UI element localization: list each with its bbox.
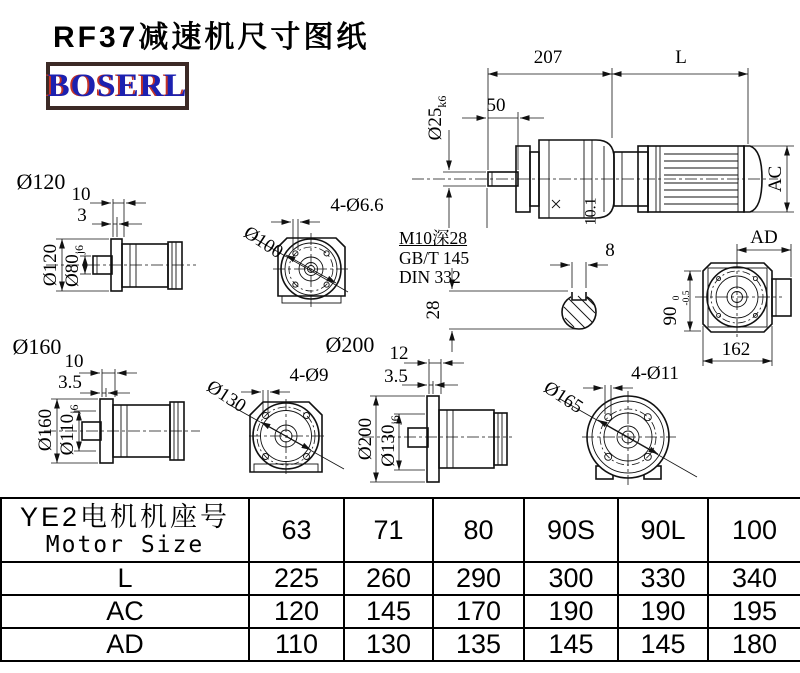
brand-logo: BOSERL: [46, 62, 189, 110]
dim-f160-10-label: 10: [64, 351, 84, 372]
table-cell: 190: [524, 595, 618, 628]
dim-f200-35-label: 3.5: [384, 366, 408, 387]
table-cell: 290: [433, 562, 524, 595]
table-cell: 340: [708, 562, 800, 595]
column-header: 90S: [524, 498, 618, 562]
dim-f100-boltcircle-label: Ø100: [239, 222, 287, 263]
dim-207-label: 207: [533, 47, 563, 68]
shaft-keyway-section: [449, 262, 608, 352]
dim-90-tolerance: [673, 290, 693, 305]
flange-120-title: Ø120: [16, 169, 66, 194]
dim-90-value: 90: [660, 306, 682, 326]
hub-diameter-value: Ø110: [57, 413, 79, 456]
dim-f200-hub-label: [378, 409, 402, 473]
table-cell: 190: [618, 595, 708, 628]
dim-f200-od-label: Ø200: [355, 417, 377, 461]
row-label: AD: [1, 628, 249, 661]
dim-shaft-diameter-label: [425, 81, 449, 155]
table-row-AC: [1, 595, 800, 628]
table-cell: 170: [433, 595, 524, 628]
table-cell: 330: [618, 562, 708, 595]
dim-keyway-width-label: 8: [605, 240, 615, 261]
dim-f200-holes-label: 4-Ø9: [289, 365, 329, 386]
header-cn: YE2电机机座号: [19, 501, 231, 532]
column-header: 80: [433, 498, 524, 562]
dim-f120-hub-label: [62, 236, 86, 296]
table-cell: 260: [344, 562, 433, 595]
dim-f200-12-label: 12: [389, 343, 409, 364]
thread-spec: M10深28: [399, 228, 468, 248]
dim-f165-holes-label: 4-Ø11: [631, 363, 679, 384]
dim-f100-holes-label: 4-Ø6.6: [330, 195, 384, 216]
dim-162-label: 162: [721, 339, 751, 360]
flange-160-title: Ø160: [12, 334, 62, 359]
main-assembly-view: [412, 68, 794, 228]
column-header: 63: [249, 498, 344, 562]
dim-50-label: 50: [486, 95, 506, 116]
dim-f120-od-label: Ø120: [40, 243, 62, 287]
dim-L-label: L: [675, 47, 687, 68]
hub-tolerance: j6: [387, 415, 402, 425]
dim-f120-10-label: 10: [71, 184, 91, 205]
tol-upper: 0: [672, 295, 683, 301]
header-en: Motor Size: [45, 531, 205, 558]
table-cell: 195: [708, 595, 800, 628]
hub-diameter-value: Ø130: [378, 424, 400, 467]
shaft-diameter-value: Ø25: [425, 107, 447, 141]
row-label: L: [1, 562, 249, 595]
table-cell: 300: [524, 562, 618, 595]
table-cell: 130: [344, 628, 433, 661]
table-cell: 145: [524, 628, 618, 661]
dim-f200-boltcircle-label: Ø130: [202, 376, 250, 417]
dim-depth-10-1-label: 10.1: [582, 197, 600, 226]
dim-keyway-height-label: 28: [423, 300, 445, 320]
table-cell: 135: [433, 628, 524, 661]
flange-200-title: Ø200: [325, 332, 375, 357]
table-row-L: [1, 562, 800, 595]
table-cell: 180: [708, 628, 800, 661]
table-cell: 110: [249, 628, 344, 661]
page-title: RF37减速机尺寸图纸: [53, 21, 370, 54]
table-row-AD: [1, 628, 800, 661]
shaft-tolerance: k6: [434, 95, 449, 108]
table-cell: 225: [249, 562, 344, 595]
hub-tolerance: j6: [66, 404, 81, 414]
dim-f120-3-label: 3: [77, 205, 87, 226]
dim-f160-od-label: Ø160: [35, 408, 57, 452]
dim-AD-label: AD: [750, 227, 778, 248]
hub-diameter-value: Ø80: [62, 254, 84, 288]
thread-note: [399, 229, 469, 288]
table-cell: 120: [249, 595, 344, 628]
tol-lower: -0.5: [682, 290, 692, 306]
row-label: AC: [1, 595, 249, 628]
dim-f160-35-label: 3.5: [58, 372, 82, 393]
table-cell: 145: [344, 595, 433, 628]
dim-AC-label: AC: [765, 165, 787, 193]
table-cell: 145: [618, 628, 708, 661]
gbt-standard: GB/T 145: [399, 247, 470, 268]
column-header: 90L: [618, 498, 708, 562]
hub-tolerance: j6: [71, 244, 86, 255]
dim-f160-hub-label: [57, 398, 81, 462]
motor-size-table: [0, 497, 800, 662]
dim-f165-boltcircle-label: Ø165: [539, 377, 587, 418]
column-header: 71: [344, 498, 433, 562]
dim-90-label: [661, 278, 693, 338]
column-header: 100: [708, 498, 800, 562]
table-header-motor-size: [1, 498, 249, 562]
din-standard: DIN 332: [399, 267, 461, 288]
